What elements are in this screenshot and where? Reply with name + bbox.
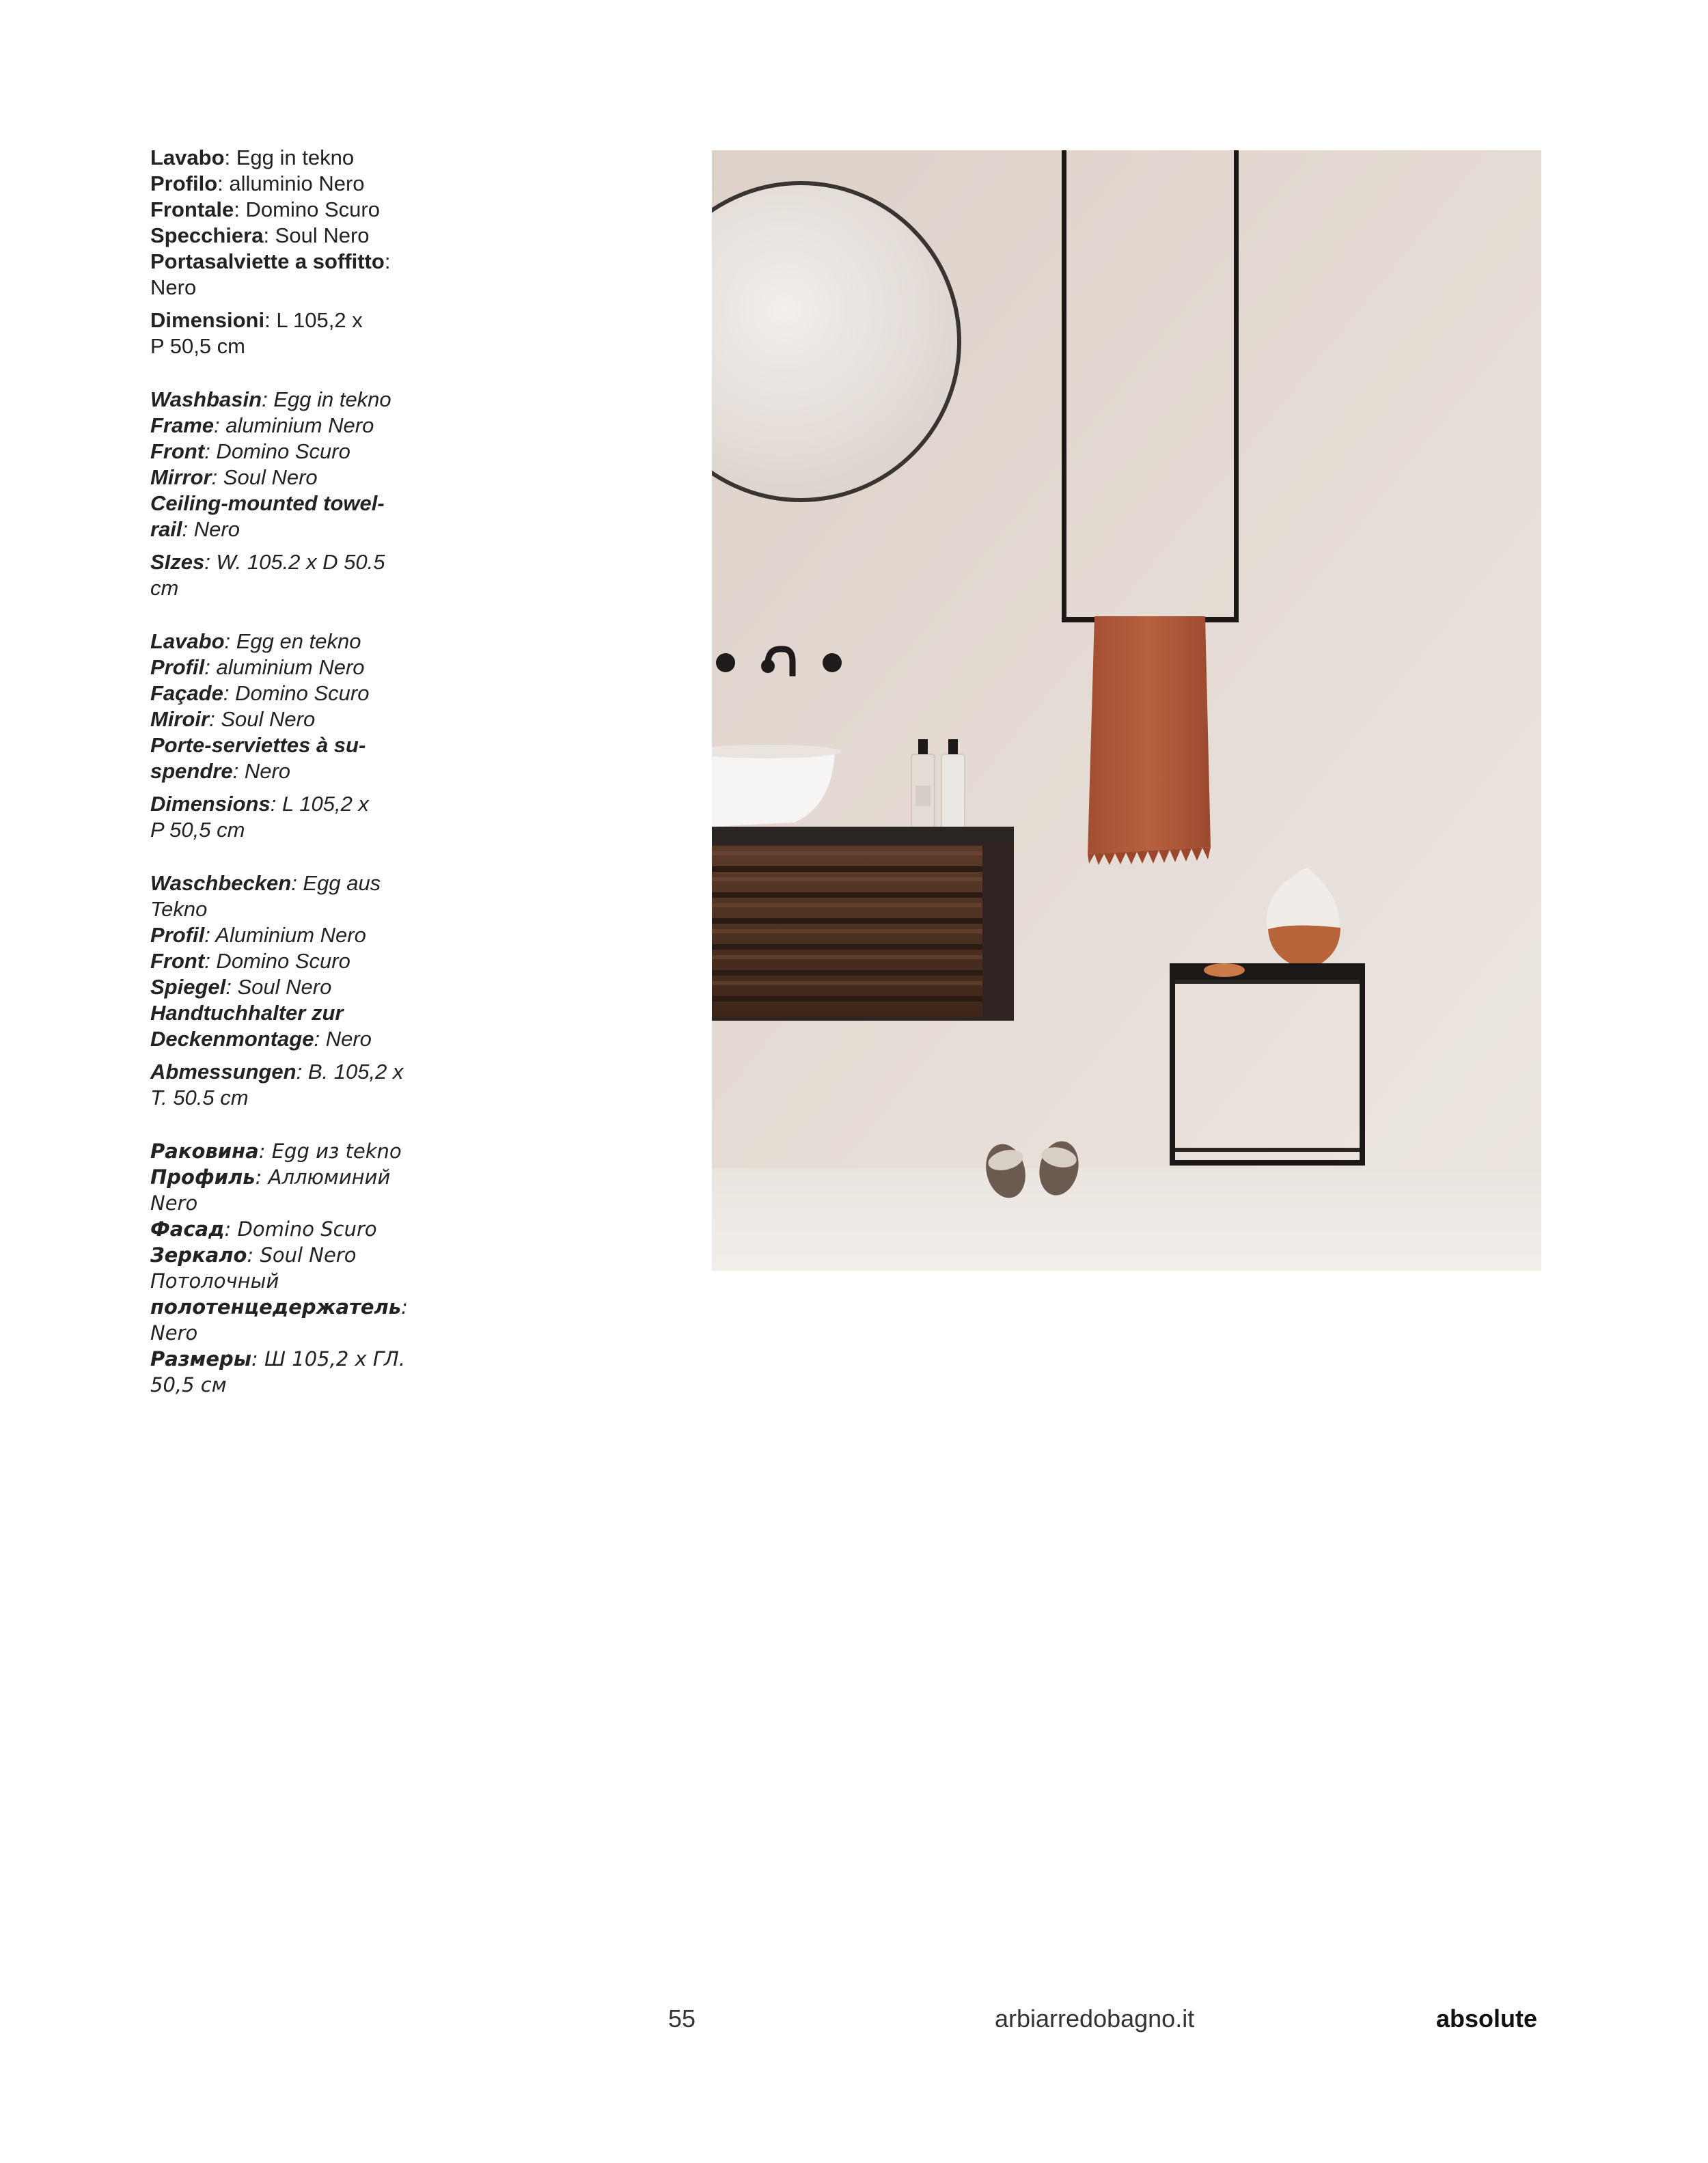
spec-value: : Egg en tekno (224, 629, 361, 653)
spec-line (150, 249, 437, 275)
spec-value: : (401, 1295, 408, 1319)
spec-block-german (150, 870, 437, 1111)
spec-value: : Soul Nero (211, 465, 318, 489)
side-table-rail-mid (1175, 1148, 1360, 1152)
spec-key: Раковина (150, 1140, 259, 1163)
spec-value: : Egg in tekno (262, 387, 391, 411)
spec-value: : Soul Nero (263, 223, 370, 247)
spec-line: Nero (150, 1191, 198, 1215)
spec-value: : L 105,2 x (264, 308, 363, 332)
spec-line (150, 758, 437, 784)
spec-key: Mirror (150, 465, 212, 489)
spec-value: : Aluminium Nero (204, 923, 366, 947)
spec-key: Deckenmontage (150, 1027, 314, 1051)
spec-line (150, 465, 437, 491)
spout-base (761, 659, 775, 673)
side-table-rail-bottom (1170, 1160, 1365, 1166)
tap-knob-left (716, 653, 735, 672)
spec-key: SIzes (150, 550, 205, 574)
spec-line (150, 171, 437, 197)
spec-key: Frontale (150, 197, 234, 221)
spec-line (150, 145, 437, 171)
spec-key: Front (150, 949, 205, 973)
towel-rail-left (1062, 150, 1066, 622)
spec-value: : alluminio Nero (217, 171, 365, 195)
spec-block-italian (150, 145, 437, 359)
spec-key: Porte-serviettes à su- (150, 733, 366, 757)
spec-value: : Domino Scuro (234, 197, 380, 221)
spec-key: Front (150, 439, 205, 463)
spec-line (150, 1138, 437, 1164)
spec-key: Profilo (150, 171, 218, 195)
spec-line: P 50,5 cm (150, 818, 245, 842)
spec-line (150, 1000, 437, 1026)
spec-line: T. 50.5 cm (150, 1086, 249, 1110)
spec-line: P 50,5 cm (150, 334, 246, 358)
spec-line (150, 922, 437, 948)
spec-block-english (150, 387, 437, 601)
spec-key: Façade (150, 681, 223, 705)
spec-value: : Domino Scuro (224, 1217, 377, 1241)
spec-line (150, 516, 437, 542)
side-table-leg-right (1360, 980, 1365, 1166)
side-table-leg-left (1170, 980, 1175, 1166)
spec-line: 50,5 см (150, 1373, 227, 1396)
spec-key: Portasalviette a soffitto (150, 249, 385, 273)
spec-key: Фасад (150, 1217, 225, 1241)
spec-key: Profil (150, 923, 205, 947)
spec-value: : Egg aus (291, 871, 381, 895)
spec-value: : B. 105,2 x (296, 1060, 404, 1084)
spec-key: Miroir (150, 707, 210, 731)
spec-line (150, 387, 437, 413)
vanity-top (712, 827, 1014, 842)
spec-line (150, 870, 437, 896)
spec-block-russian (150, 1138, 437, 1398)
bottle-right-cap (948, 739, 958, 754)
spec-value: : Soul Nero (247, 1243, 357, 1267)
spec-line: Tekno (150, 897, 208, 921)
spec-dimensions (150, 549, 437, 575)
spec-key: spendre (150, 759, 233, 783)
spec-line: cm (150, 576, 179, 600)
spec-value: : (384, 249, 391, 273)
spec-key: Lavabo (150, 146, 225, 169)
spec-line (150, 1346, 437, 1372)
collection-name: absolute (1436, 2004, 1538, 2033)
bathroom-photo-illustration (712, 150, 1541, 1271)
bottle-left-label (915, 786, 931, 806)
spec-line: Nero (150, 275, 197, 299)
tap-knob-right (823, 653, 842, 672)
spec-key: Frame (150, 413, 215, 437)
spec-dimensions (150, 791, 437, 817)
bathroom-product-photo (712, 150, 1541, 1271)
product-specifications (150, 145, 437, 1425)
spec-value: : Ш 105,2 х ГЛ. (251, 1347, 406, 1370)
spec-line (150, 1164, 437, 1190)
spec-key: Зеркало (150, 1243, 247, 1267)
towel-rail-right (1234, 150, 1239, 622)
page-footer (0, 2004, 1708, 2039)
towel (1088, 616, 1211, 854)
soap (1204, 963, 1245, 977)
spec-key: Lavabo (150, 629, 225, 653)
spec-key: Profil (150, 655, 205, 679)
spec-line: Nero (150, 1321, 198, 1345)
spec-value: : Nero (314, 1027, 372, 1051)
spec-line (150, 680, 437, 706)
spec-value: : L 105,2 x (270, 792, 369, 816)
spec-line (150, 655, 437, 680)
floor (712, 1168, 1541, 1271)
spec-value: : Domino Scuro (223, 681, 370, 705)
spec-line (150, 732, 437, 758)
spec-key: Dimensioni (150, 308, 265, 332)
spec-value: : Nero (182, 517, 240, 541)
spec-key: Specchiera (150, 223, 264, 247)
spec-line (150, 1026, 437, 1052)
spec-key: Dimensions (150, 792, 271, 816)
spec-line (150, 413, 437, 439)
spec-line (150, 1216, 437, 1242)
side-table-rail-top (1175, 980, 1360, 984)
spec-value: : aluminium Nero (214, 413, 374, 437)
spec-key: Handtuchhalter zur (150, 1001, 344, 1025)
spec-key: Waschbecken (150, 871, 292, 895)
spec-value: : Soul Nero (209, 707, 316, 731)
spec-line (150, 491, 437, 516)
bottle-right (941, 754, 965, 829)
spec-line (150, 706, 437, 732)
spec-value: : Soul Nero (225, 975, 332, 999)
spec-key: полотенцедержатель (150, 1295, 402, 1319)
spec-line (150, 948, 437, 974)
spec-value: : Egg из tekno (258, 1140, 402, 1163)
spec-key: Abmessungen (150, 1060, 297, 1084)
spec-block-french (150, 629, 437, 843)
spec-dimensions (150, 1059, 437, 1085)
spec-key: Профиль (150, 1166, 256, 1189)
bottle-left-cap (918, 739, 928, 754)
spec-line (150, 629, 437, 655)
page-number: 55 (668, 2004, 696, 2033)
side-table-top (1170, 963, 1365, 980)
spec-line (150, 223, 437, 249)
spec-value: : Domino Scuro (204, 949, 350, 973)
spec-value: : Domino Scuro (204, 439, 350, 463)
spec-value: : aluminium Nero (204, 655, 365, 679)
spec-line (150, 197, 437, 223)
spec-value: : W. 105.2 x D 50.5 (204, 550, 385, 574)
spec-value: : Аллюминий (255, 1166, 391, 1189)
website-link[interactable]: arbiarredobagno.it (995, 2004, 1195, 2033)
spec-line: Потолочный (150, 1269, 279, 1293)
spec-value: : Nero (232, 759, 291, 783)
spec-key: Spiegel (150, 975, 226, 999)
spec-line (150, 1242, 437, 1268)
spec-key: Washbasin (150, 387, 262, 411)
spec-key: Ceiling-mounted towel- (150, 491, 385, 515)
spec-key: Размеры (150, 1347, 252, 1370)
spec-line (150, 974, 437, 1000)
spec-value: : Egg in tekno (224, 146, 355, 169)
spec-line (150, 1294, 437, 1320)
spec-dimensions (150, 307, 437, 333)
spec-key: rail (150, 517, 182, 541)
spec-line (150, 439, 437, 465)
